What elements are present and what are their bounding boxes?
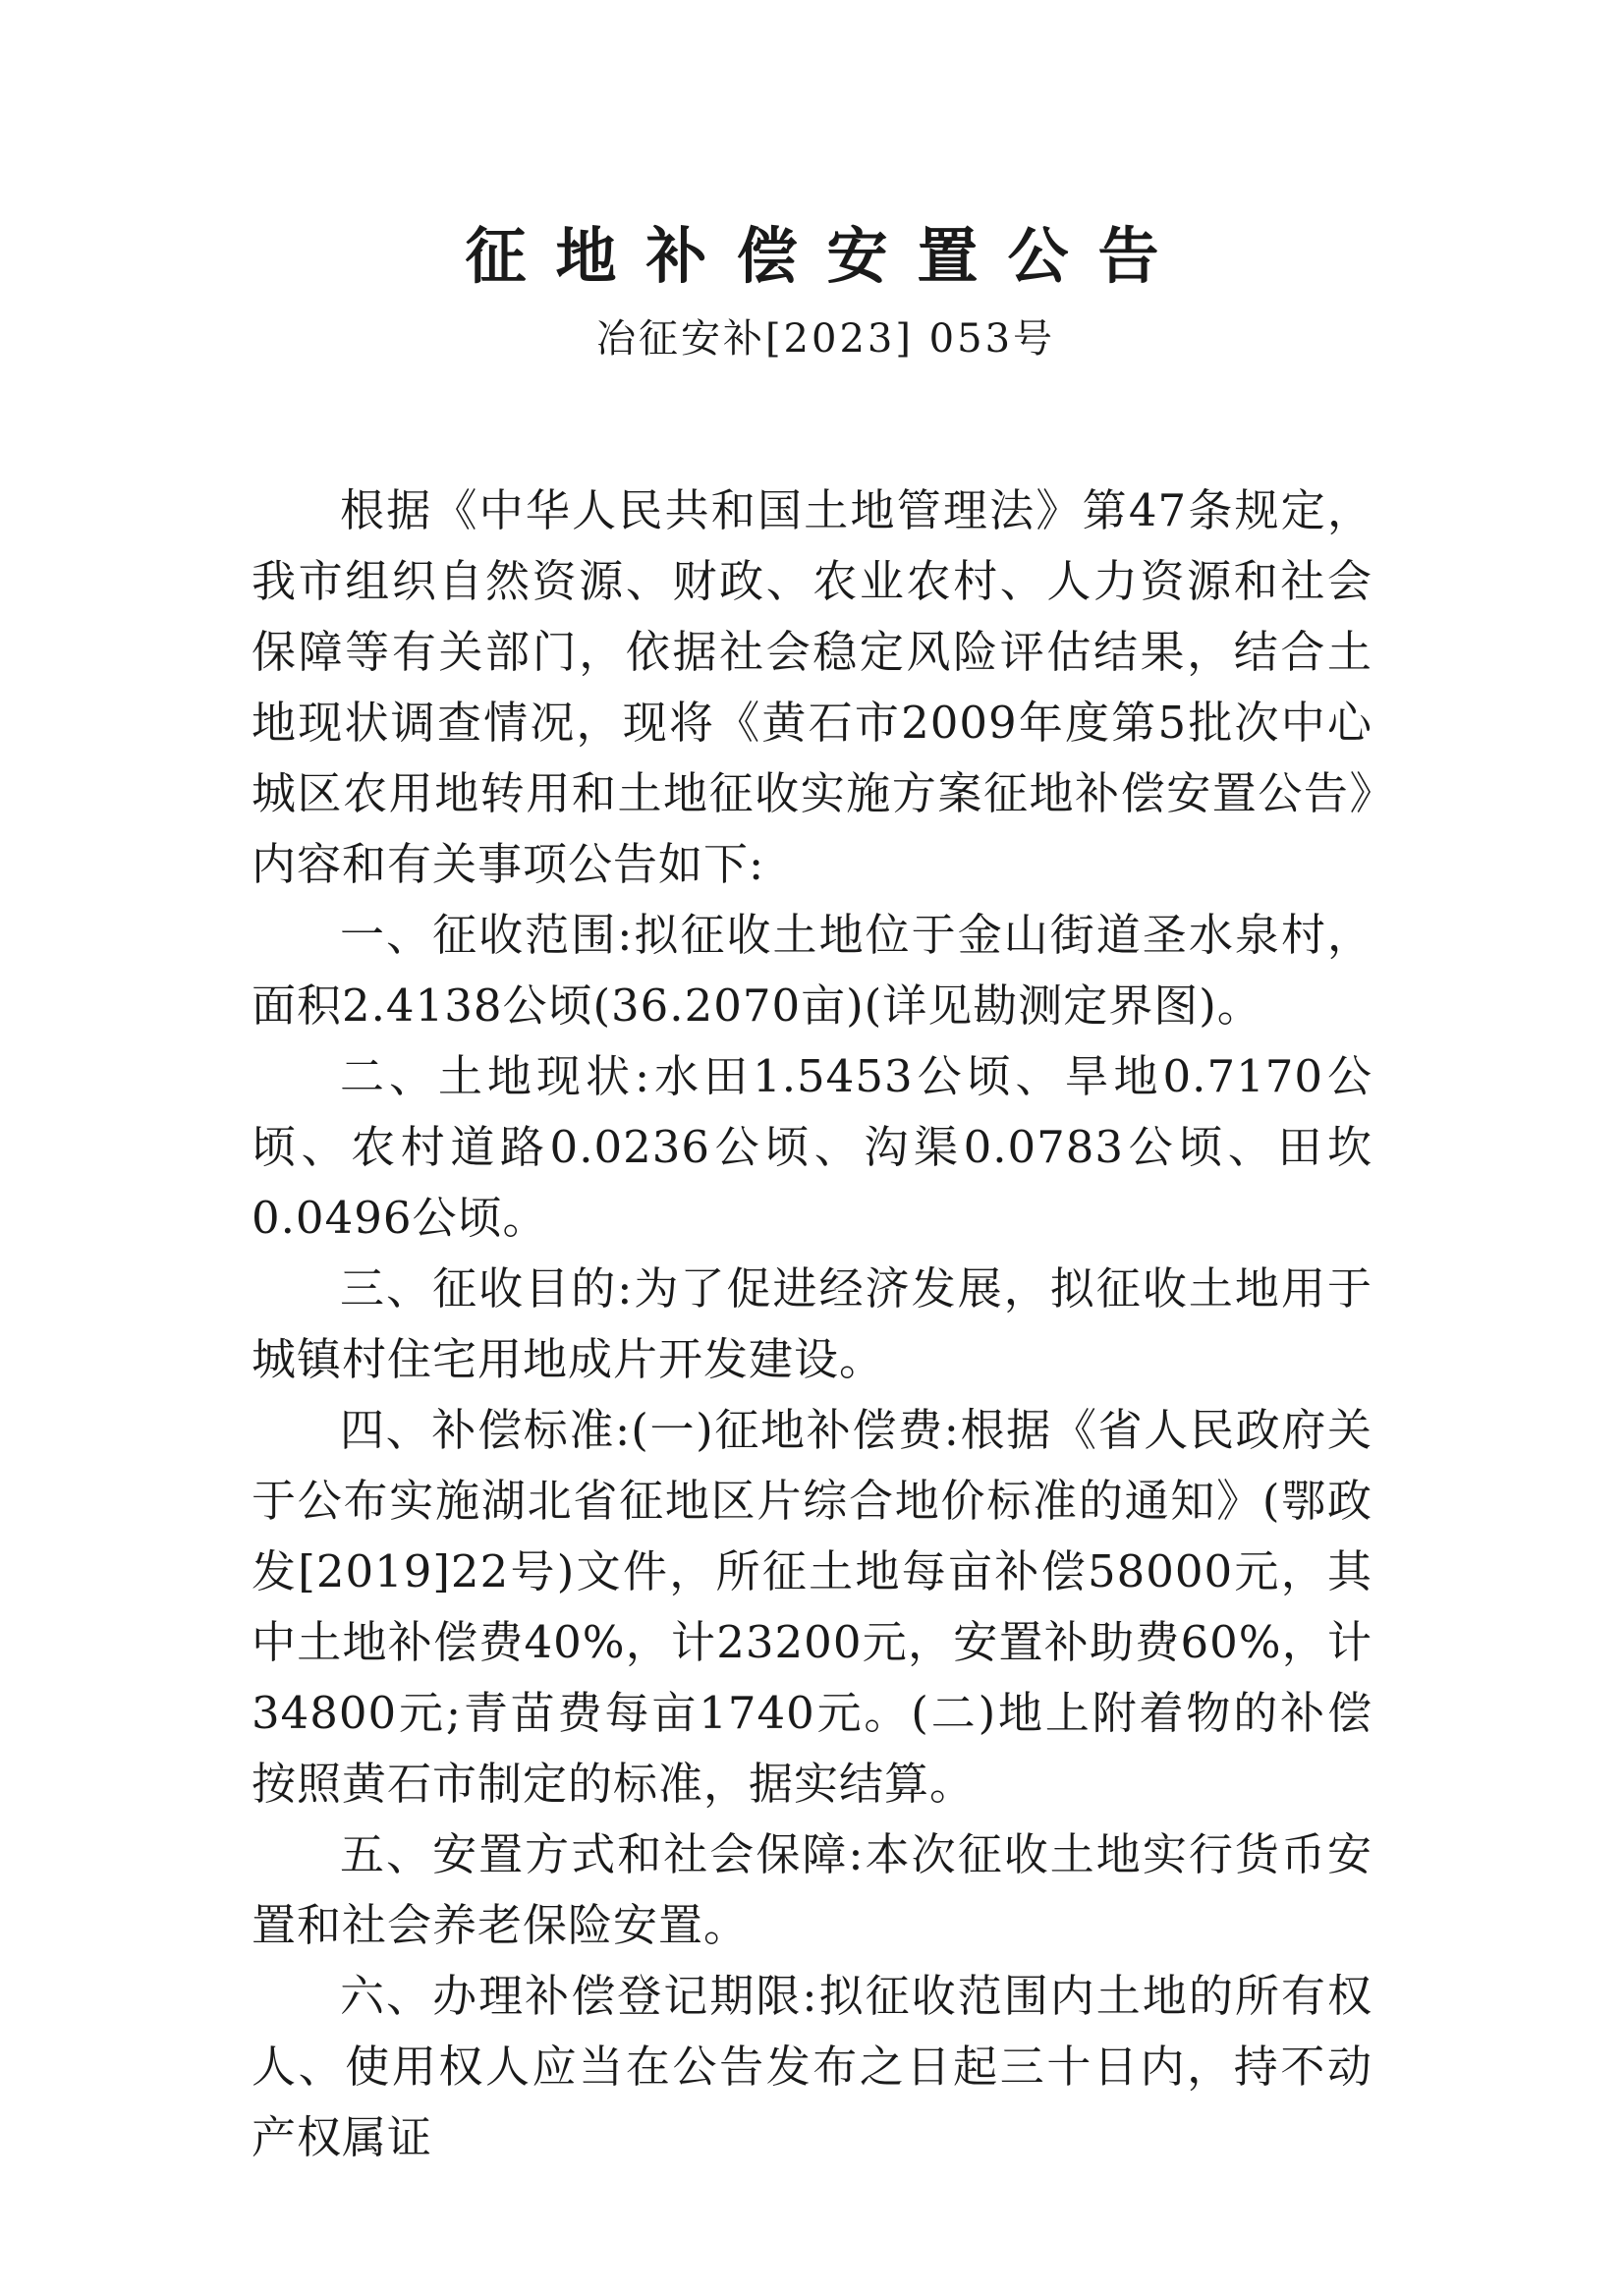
paragraph-registration: 六、办理补偿登记期限:拟征收范围内土地的所有权人、使用权人应当在公告发布之日起三十日内，持不动产权属证 bbox=[252, 1970, 1372, 2163]
paragraph-purpose: 三、征收目的:为了促进经济发展，拟征收土地用于城镇村住宅用地成片开发建设。 bbox=[252, 1262, 1372, 1385]
document-title: 征地补偿安置公告 bbox=[465, 220, 1189, 292]
paragraph-compensation: 四、补偿标准:(一)征地补偿费:根据《省人民政府关于公布实施湖北省征地区片综合地价标准的通知》(鄂政发[2019]22号)文件，所征土地每亩补偿58000元，其中土地补偿费40%，计23200元，安置补助费60%，计34800元;青苗费每亩1740元。(二)地上附着物的补偿按照黄石市制定的标准，据实结算。 bbox=[252, 1404, 1372, 1810]
paragraph-land-status: 二、土地现状:水田1.5453公顷、旱地0.7170公顷、农村道路0.0236公顷、沟渠0.0783公顷、田坎0.0496公顷。 bbox=[252, 1050, 1372, 1244]
document-body bbox=[252, 476, 1372, 2173]
paragraph-resettlement: 五、安置方式和社会保障:本次征收土地实行货币安置和社会养老保险安置。 bbox=[252, 1828, 1372, 1951]
paragraph-scope: 一、征收范围:拟征收土地位于金山街道圣水泉村，面积2.4138公顷(36.2070亩)(详见勘测定界图)。 bbox=[252, 909, 1372, 1032]
paragraph-intro: 根据《中华人民共和国土地管理法》第47条规定，我市组织自然资源、财政、农业农村、人力资源和社会保障等有关部门，依据社会稳定风险评估结果，结合土地现状调查情况，现将《黄石市2009年度第5批次中心城区农用地转用和土地征收实施方案征地补偿安置公告》内容和有关事项公告如下: bbox=[252, 484, 1372, 890]
document-number: 冶征安补[2023] 053号 bbox=[595, 316, 1056, 362]
